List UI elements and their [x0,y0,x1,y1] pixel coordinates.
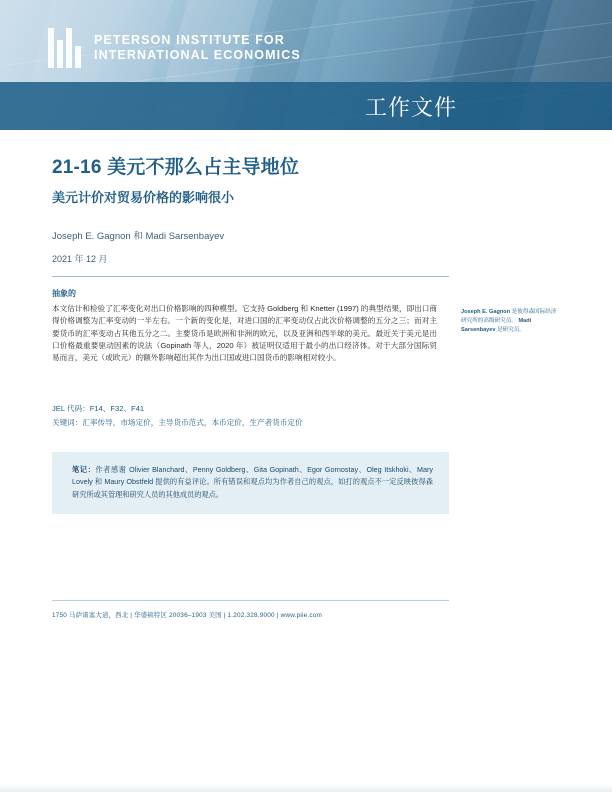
footer-address: 1750 马萨诸塞大道，西北 | 华盛顿特区 20036–1903 美国 | 1.202.328.9000 | www.piie.com [52,612,323,619]
logo-line-2: INTERNATIONAL ECONOMICS [94,48,301,62]
jel-codes-label: JEL 代码： [52,404,90,413]
note-label: 笔记： [72,465,96,474]
logo-line-1: PETERSON INSTITUTE FOR [94,33,285,48]
jel-codes-value: F14、F32、F41 [89,404,145,413]
abstract-heading: 抽象的 [52,289,76,298]
page-title: 21-16 美元不那么占主导地位 [52,157,300,178]
series-label: 工作文件 [364,94,457,120]
logo-wordmark [94,33,301,63]
publication-date: 2021 年 12 月 [52,254,108,264]
piie-bars-logo-icon [48,28,82,68]
page-bottom-edge [0,784,612,792]
note-text: 作者感谢 Olivier Blanchard、Penny Goldberg、Gita Gopinath、Egor Gornostay、Oleg Itskhoki、Mary Lovely 和 Maury Obstfeld 提供的有益评论。所有错误和观点均为作者自己的观点，如打的观点不一定反映彼得森研究所或其管理和研究人员的其他成员的观点。 [72,465,433,499]
keywords-value: 汇率传导，市场定价，主导货币范式，本币定价，生产者货币定价 [82,418,303,428]
divider-above-footer [52,600,449,601]
affiliation-text-2: 是研究员。 [495,326,526,333]
authors: Joseph E. Gagnon 和 Madi Sarsenbayev [52,231,225,242]
jel-codes-line [52,402,303,416]
series-titlebar [0,82,612,130]
divider-above-abstract [52,276,449,277]
page-subtitle: 美元计价对贸易价格的影响很小 [52,190,235,205]
keywords-line [52,416,303,430]
jel-block [52,402,303,431]
affiliation-author-2: Madi Sarsenbayev [461,317,532,333]
affiliation-text-1: 是彼得森国际经济研究所的高级研究员。 [461,309,557,324]
piie-logo [48,28,301,68]
title-block [52,152,532,265]
author-affiliation-note [461,308,561,335]
acknowledgement-note-box [52,452,449,514]
affiliation-author-1: Joseph E. Gagnon [461,309,511,315]
keywords-label: 关键词： [52,418,83,428]
abstract-text: 本文估计和检验了汇率变化对出口价格影响的四种模型。它支持 Goldberg 和 Knetter (1997) 的典型结果，即出口商得价格调整为汇率变动的一半左右。一个新的变化是，对进口国的汇率变动仅占此次价格调整的五分之三；而对主要货币的汇率变动占其他五分之二。主要货币是欧洲和非洲的欧元，以及亚洲和西半球的美元。最近关于美元是出口价格最重要驱动因素的说法（Gopinath 等人，2020 年）被证明仅适用于最小的出口经济体。对于大部分国际贸易而言，美元（或欧元）的额外影响超出其作为出口国或进口国货币的影响相对较小。 [52,304,437,363]
